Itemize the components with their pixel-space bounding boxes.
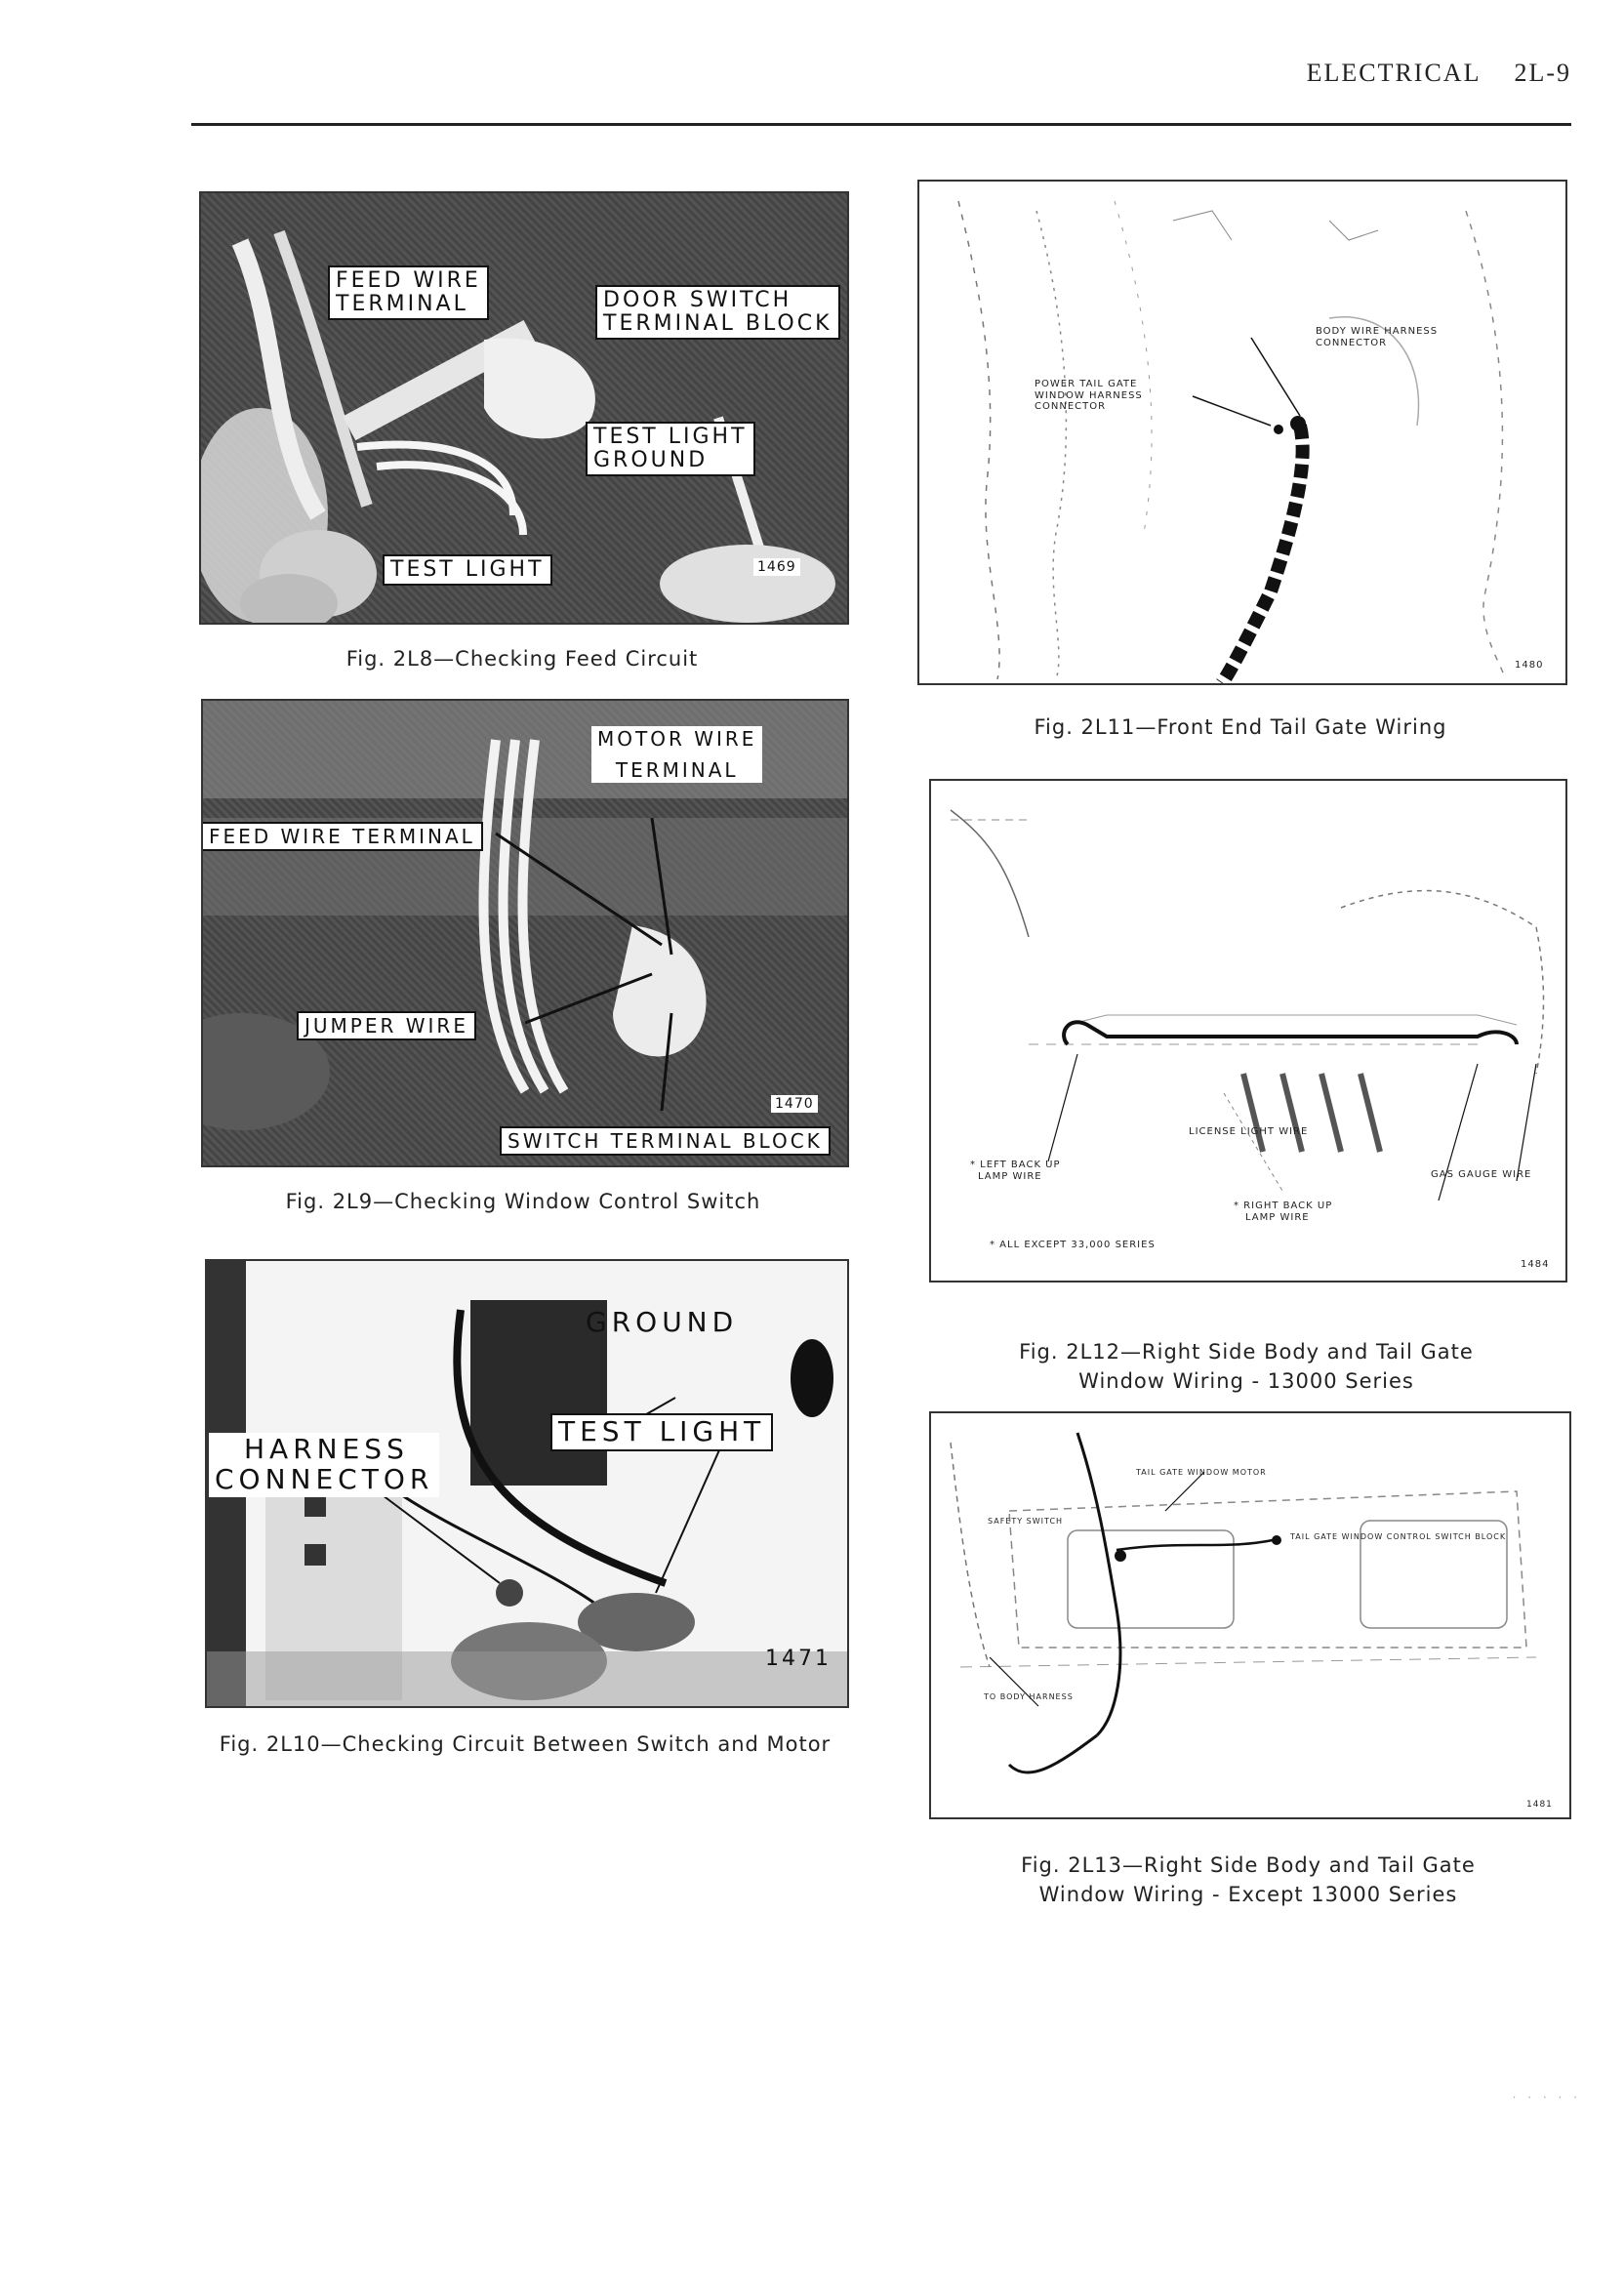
page-number: 2L-9 bbox=[1514, 59, 1571, 87]
label-line: * RIGHT BACK UP bbox=[1234, 1201, 1333, 1211]
label-jumper-wire: JUMPER WIRE bbox=[297, 1011, 476, 1040]
label-line: GROUND bbox=[593, 448, 709, 473]
label-line: TEST LIGHT bbox=[593, 425, 748, 449]
label-power-tail-gate bbox=[1035, 379, 1143, 413]
label-to-body-harness: TO BODY HARNESS bbox=[984, 1692, 1074, 1701]
label-harness-connector bbox=[209, 1433, 439, 1497]
caption-2l9: Fig. 2L9—Checking Window Control Switch bbox=[285, 1190, 761, 1213]
label-switch-terminal-block: SWITCH TERMINAL BLOCK bbox=[500, 1126, 831, 1156]
caption-2l13 bbox=[929, 1851, 1567, 1910]
label-line: CONNECTOR bbox=[215, 1462, 434, 1495]
figure-number: 1481 bbox=[1526, 1800, 1553, 1810]
label-right-back-up bbox=[1234, 1201, 1332, 1223]
photo-2l8 bbox=[199, 191, 849, 625]
label-license-light-wire: LICENSE LIGHT WIRE bbox=[1189, 1126, 1309, 1137]
caption-2l11: Fig. 2L11—Front End Tail Gate Wiring bbox=[1034, 715, 1447, 739]
label-test-light-ground bbox=[586, 422, 755, 476]
figure-number: 1470 bbox=[771, 1095, 818, 1113]
photo-2l10 bbox=[205, 1259, 849, 1708]
label-tail-gate-window-motor: TAIL GATE WINDOW MOTOR bbox=[1136, 1468, 1267, 1477]
label-gas-gauge-wire: GAS GAUGE WIRE bbox=[1431, 1169, 1532, 1180]
drawing-2l13 bbox=[929, 1411, 1571, 1819]
caption-2l12 bbox=[929, 1337, 1563, 1397]
label-left-back-up bbox=[970, 1160, 1061, 1182]
caption-2l10: Fig. 2L10—Checking Circuit Between Switch and Motor bbox=[219, 1732, 832, 1756]
label-feed-wire-terminal bbox=[328, 265, 489, 320]
label-line: DOOR SWITCH bbox=[603, 288, 792, 312]
label-body-wire-harness bbox=[1316, 326, 1438, 348]
label-door-switch-terminal-block bbox=[595, 285, 840, 340]
label-line: TERMINAL bbox=[336, 292, 468, 317]
caption-line: Fig. 2L13—Right Side Body and Tail Gate bbox=[1021, 1853, 1476, 1877]
figure-number: 1484 bbox=[1521, 1259, 1550, 1270]
scan-dots: · · · · · bbox=[1512, 2091, 1581, 2104]
label-feed-wire-terminal: FEED WIRE TERMINAL bbox=[201, 822, 483, 851]
header-rule bbox=[191, 123, 1571, 126]
label-safety-switch: SAFETY SWITCH bbox=[988, 1517, 1064, 1526]
label-line: LAMP WIRE bbox=[978, 1170, 1042, 1182]
label-line: FEED WIRE bbox=[336, 268, 481, 293]
caption-line: Window Wiring - Except 13000 Series bbox=[1038, 1883, 1458, 1907]
figure-number: 1469 bbox=[753, 558, 800, 576]
label-line: HARNESS bbox=[244, 1433, 409, 1465]
section-title: ELECTRICAL bbox=[1306, 59, 1482, 87]
label-line: TERMINAL BLOCK bbox=[603, 311, 832, 337]
label-line: * LEFT BACK UP bbox=[970, 1160, 1061, 1170]
drawing-2l12 bbox=[929, 779, 1567, 1282]
page-header bbox=[1274, 59, 1571, 88]
label-line: CONNECTOR bbox=[1316, 337, 1388, 348]
label-line: TERMINAL bbox=[615, 758, 739, 782]
label-control-switch-block: TAIL GATE WINDOW CONTROL SWITCH BLOCK bbox=[1290, 1532, 1507, 1541]
label-line: MOTOR WIRE bbox=[597, 727, 757, 751]
photo-2l9 bbox=[201, 699, 849, 1167]
label-test-light: TEST LIGHT bbox=[383, 554, 552, 586]
caption-2l8: Fig. 2L8—Checking Feed Circuit bbox=[345, 647, 699, 671]
caption-line: Window Wiring - 13000 Series bbox=[1078, 1369, 1414, 1394]
label-line: BODY WIRE HARNESS bbox=[1316, 326, 1439, 337]
footnote: * ALL EXCEPT 33,000 SERIES bbox=[990, 1240, 1156, 1250]
caption-line: Fig. 2L12—Right Side Body and Tail Gate bbox=[1019, 1340, 1474, 1364]
figure-number: 1480 bbox=[1515, 660, 1544, 671]
label-line: CONNECTOR bbox=[1035, 401, 1107, 412]
figure-number: 1471 bbox=[765, 1647, 832, 1671]
drawing-2l11 bbox=[917, 180, 1567, 685]
label-line: LAMP WIRE bbox=[1245, 1211, 1310, 1223]
label-motor-wire-terminal bbox=[591, 726, 762, 783]
label-ground: GROUND bbox=[586, 1306, 739, 1338]
label-line: POWER TAIL GATE bbox=[1035, 379, 1138, 389]
label-test-light: TEST LIGHT bbox=[550, 1413, 773, 1451]
label-line: WINDOW HARNESS bbox=[1035, 389, 1143, 401]
